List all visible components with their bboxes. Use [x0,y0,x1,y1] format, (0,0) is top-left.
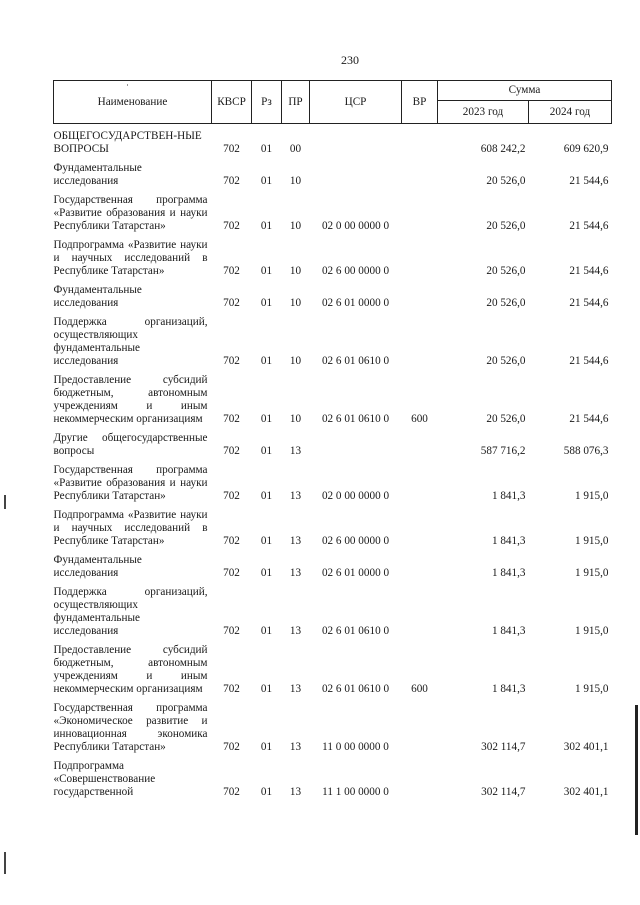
cell-y2024: 609 620,9 [563,143,609,155]
cell-pr: 13 [289,490,302,502]
cell-vr [402,188,438,233]
cell-rz: 01 [260,413,273,425]
cell-name: Предоставление субсидий бюджетным, автономным учреждениям и иным некоммерческим организациям [53,374,208,425]
cell-kvsr: 702 [223,683,240,695]
cell-pr: 13 [289,535,302,547]
cell-y2023: 302 114,7 [481,786,526,798]
cell-pr: 13 [289,567,302,579]
cell-csr: 02 6 01 0610 0 [321,683,390,695]
cell-csr: 02 6 01 0610 0 [321,625,390,637]
cell-rz: 01 [260,625,273,637]
cell-csr: 02 6 01 0610 0 [321,355,390,367]
cell-csr: 02 6 01 0000 0 [321,567,390,579]
cell-name: Фундаментальные исследования [53,162,142,187]
cell-y2023: 1 841,3 [491,683,526,695]
cell-rz: 01 [260,143,273,155]
cell-rz: 01 [260,445,273,457]
cell-y2023: 1 841,3 [491,490,526,502]
cell-name: Предоставление субсидий бюджетным, автономным учреждениям и иным некоммерческим организациям [53,644,208,695]
table-body [54,124,612,800]
table-row [54,458,612,503]
cell-csr: 02 6 01 0610 0 [321,413,390,425]
cell-rz: 01 [260,567,273,579]
cell-csr: 02 6 00 0000 0 [321,535,390,547]
cell-y2024: 588 076,3 [563,445,609,457]
table-row [54,754,612,799]
cell-vr: 600 [411,413,428,425]
cell-csr: 02 0 00 0000 0 [321,220,390,232]
table-row [54,368,612,426]
cell-y2024: 302 401,1 [563,741,609,753]
cell-csr: 02 6 00 0000 0 [321,265,390,277]
cell-y2023: 20 526,0 [486,265,526,277]
cell-csr [310,426,402,458]
cell-y2024: 21 544,6 [569,355,609,367]
cell-csr [310,156,402,188]
cell-vr [402,124,438,157]
header-pr: ПР [282,81,310,124]
cell-name: Фундаментальные исследования [53,284,142,309]
cell-y2023: 20 526,0 [486,297,526,309]
cell-y2024: 1 915,0 [574,490,609,502]
header-kvsr: КВСР [212,81,252,124]
cell-y2024: 1 915,0 [574,535,609,547]
cell-kvsr: 702 [223,143,240,155]
cell-pr: 10 [289,355,302,367]
cell-y2023: 1 841,3 [491,625,526,637]
cell-vr [402,503,438,548]
cell-pr: 00 [289,143,302,155]
cell-y2024: 1 915,0 [574,683,609,695]
cell-csr: 02 0 00 0000 0 [321,490,390,502]
cell-kvsr: 702 [223,625,240,637]
table-row [54,156,612,188]
cell-y2023: 587 716,2 [480,445,526,457]
cell-pr: 13 [289,786,302,798]
cell-rz: 01 [260,265,273,277]
cell-name: Государственная программа «Развитие образования и науки Республики Татарстан» [53,464,208,502]
cell-name: Государственная программа «Развитие образования и науки Республики Татарстан» [53,194,208,232]
cell-pr: 10 [289,413,302,425]
cell-kvsr: 702 [223,265,240,277]
cell-y2024: 21 544,6 [569,413,609,425]
cell-vr [402,754,438,799]
cell-y2024: 1 915,0 [574,625,609,637]
table-header [54,81,612,124]
table-row [54,580,612,638]
table-row [54,426,612,458]
cell-csr [310,124,402,157]
cell-vr [402,458,438,503]
cell-kvsr: 702 [223,413,240,425]
table-row [54,310,612,368]
scan-right-bar [635,705,638,835]
header-vr: ВР [402,81,438,124]
cell-pr: 13 [289,445,302,457]
cell-rz: 01 [260,297,273,309]
table-row [54,503,612,548]
cell-y2023: 20 526,0 [486,413,526,425]
cell-rz: 01 [260,535,273,547]
cell-name: ОБЩЕГОСУДАРСТВЕН-НЫЕ ВОПРОСЫ [53,130,202,155]
cell-y2023: 302 114,7 [481,741,526,753]
scan-edge-mark [4,495,6,509]
cell-kvsr: 702 [223,355,240,367]
cell-y2023: 1 841,3 [491,535,526,547]
cell-vr [402,310,438,368]
cell-name: Государственная программа «Экономическое развитие и инновационная экономика Республики Татарстан» [53,702,208,753]
cell-name: Подпрограмма «Развитие науки и научных исследований в Республике Татарстан» [53,239,208,277]
table-row [54,638,612,696]
cell-name: Другие общегосударственные вопросы [53,432,208,457]
cell-csr: 02 6 01 0000 0 [321,297,390,309]
cell-kvsr: 702 [223,741,240,753]
table-row [54,548,612,580]
cell-vr [402,278,438,310]
cell-y2024: 21 544,6 [569,220,609,232]
page-number: 230 [341,53,359,67]
cell-vr [402,696,438,754]
cell-kvsr: 702 [223,297,240,309]
cell-y2023: 608 242,2 [480,143,526,155]
cell-kvsr: 702 [223,535,240,547]
header-sum: Сумма [438,81,612,101]
header-rz: Рз [252,81,282,124]
cell-kvsr: 702 [223,175,240,187]
header-year-2024: 2024 год [529,101,612,124]
cell-pr: 10 [289,297,302,309]
cell-rz: 01 [260,786,273,798]
cell-y2024: 21 544,6 [569,265,609,277]
cell-pr: 13 [289,625,302,637]
cell-name: Поддержка организаций, осуществляющих фундаментальные исследования [53,586,208,637]
cell-kvsr: 702 [223,567,240,579]
cell-name: Подпрограмма «Совершенствование государственной [53,760,156,798]
cell-vr [402,426,438,458]
cell-y2023: 20 526,0 [486,175,526,187]
table-row [54,696,612,754]
cell-kvsr: 702 [223,786,240,798]
cell-name: Поддержка организаций, осуществляющих фундаментальные исследования [53,316,208,367]
cell-rz: 01 [260,683,273,695]
cell-pr: 13 [289,683,302,695]
cell-kvsr: 702 [223,490,240,502]
cell-rz: 01 [260,175,273,187]
cell-y2024: 21 544,6 [569,175,609,187]
cell-name: Подпрограмма «Развитие науки и научных исследований в Республике Татарстан» [53,509,208,547]
budget-table [53,80,612,799]
header-csr: ЦСР [310,81,402,124]
cell-y2023: 20 526,0 [486,355,526,367]
cell-rz: 01 [260,220,273,232]
cell-y2023: 20 526,0 [486,220,526,232]
cell-csr: 11 1 00 0000 0 [322,786,389,798]
cell-y2024: 1 915,0 [574,567,609,579]
table-row [54,124,612,157]
cell-y2024: 21 544,6 [569,297,609,309]
table-row [54,278,612,310]
cell-y2024: 302 401,1 [563,786,609,798]
cell-kvsr: 702 [223,220,240,232]
cell-rz: 01 [260,355,273,367]
cell-vr: 600 [411,683,428,695]
table-row [54,233,612,278]
scan-speck [127,84,128,86]
cell-vr [402,548,438,580]
cell-rz: 01 [260,490,273,502]
cell-name: Фундаментальные исследования [53,554,142,579]
budget-table-wrapper [53,80,612,799]
header-name: Наименование [54,81,212,124]
cell-rz: 01 [260,741,273,753]
cell-pr: 13 [289,741,302,753]
cell-pr: 10 [289,265,302,277]
scan-edge-mark [4,852,6,874]
cell-vr [402,156,438,188]
cell-vr [402,233,438,278]
cell-vr [402,580,438,638]
header-year-2023: 2023 год [438,101,529,124]
cell-pr: 10 [289,175,302,187]
table-row [54,188,612,233]
cell-pr: 10 [289,220,302,232]
cell-y2023: 1 841,3 [491,567,526,579]
cell-kvsr: 702 [223,445,240,457]
cell-csr: 11 0 00 0000 0 [322,741,389,753]
